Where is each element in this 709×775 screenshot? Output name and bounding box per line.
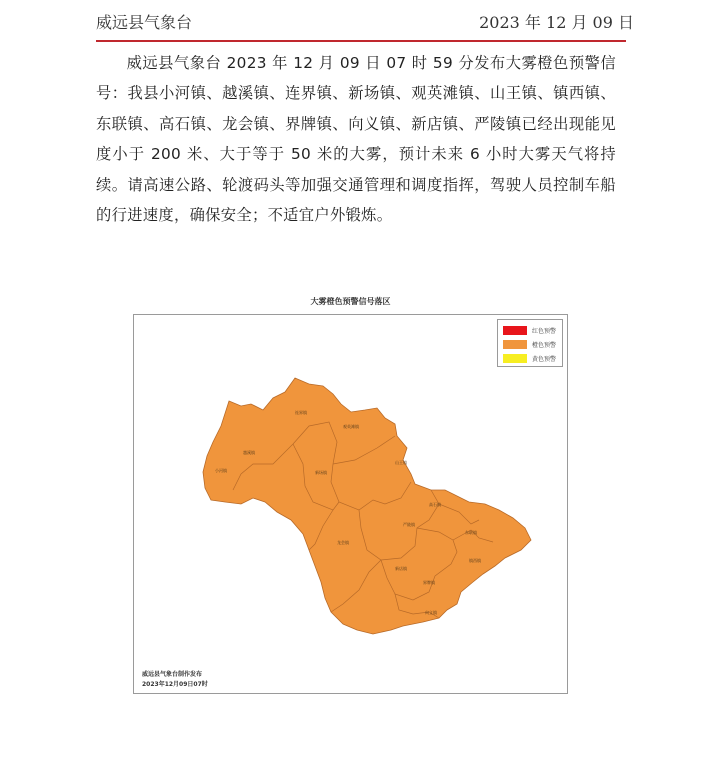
warning-area-map xyxy=(203,378,531,634)
town-label: 镇西镇 xyxy=(469,558,481,563)
legend-swatch xyxy=(503,354,527,363)
legend-label: 红色预警 xyxy=(532,327,557,335)
town-label: 新店镇 xyxy=(395,566,407,571)
legend-item-yellow xyxy=(503,353,556,363)
header-date: 2023 年 12 月 09 日 xyxy=(479,13,634,32)
town-label: 向义镇 xyxy=(425,610,437,615)
map-title: 大雾橙色预警信号落区 xyxy=(310,297,391,306)
warning-notice-text: 威远县气象台 2023 年 12 月 09 日 07 时 59 分发布大雾橙色预警信号：我县小河镇、越溪镇、连界镇、新场镇、观英滩镇、山王镇、镇西镇、东联镇、高石镇、龙会镇、界牌镇、向义镇、新店镇、严陵镇已经出现能见度小于 200 米、大于等于 50 米的大雾，预计未来 6 小时大雾天气将持续。请高速公路、轮渡码头等加强交通管理和调度指挥，驾驶人员控制车船的行进速度，确保安全；不适宜户外锻炼。 xyxy=(96,54,616,225)
town-label: 界牌镇 xyxy=(423,580,435,585)
town-label: 龙会镇 xyxy=(337,540,349,545)
town-label: 观英滩镇 xyxy=(343,424,359,429)
header-org: 威远县气象台 xyxy=(96,13,193,32)
page-header xyxy=(96,8,634,36)
map-footer xyxy=(142,670,208,690)
legend-swatch xyxy=(503,326,527,335)
town-label: 严陵镇 xyxy=(403,522,415,527)
header-divider xyxy=(96,40,626,42)
legend-label: 黄色预警 xyxy=(532,355,557,363)
town-label: 越溪镇 xyxy=(243,450,255,455)
legend-label: 橙色预警 xyxy=(532,341,557,349)
legend-item-orange xyxy=(503,339,556,349)
map-legend xyxy=(497,319,563,367)
county-outline xyxy=(203,378,531,634)
town-label: 山王镇 xyxy=(395,460,407,465)
town-label: 高石镇 xyxy=(429,502,441,507)
town-label: 连界镇 xyxy=(295,410,307,415)
town-label: 小河镇 xyxy=(215,468,227,473)
legend-swatch xyxy=(503,340,527,349)
town-label: 新场镇 xyxy=(315,470,327,475)
map-footer-publisher: 威远县气象台制作发布 xyxy=(142,671,203,678)
map-footer-time: 2023年12月09日07时 xyxy=(142,681,208,688)
county-map xyxy=(133,314,568,694)
town-label: 东联镇 xyxy=(465,530,477,535)
legend-item-red xyxy=(503,325,556,335)
